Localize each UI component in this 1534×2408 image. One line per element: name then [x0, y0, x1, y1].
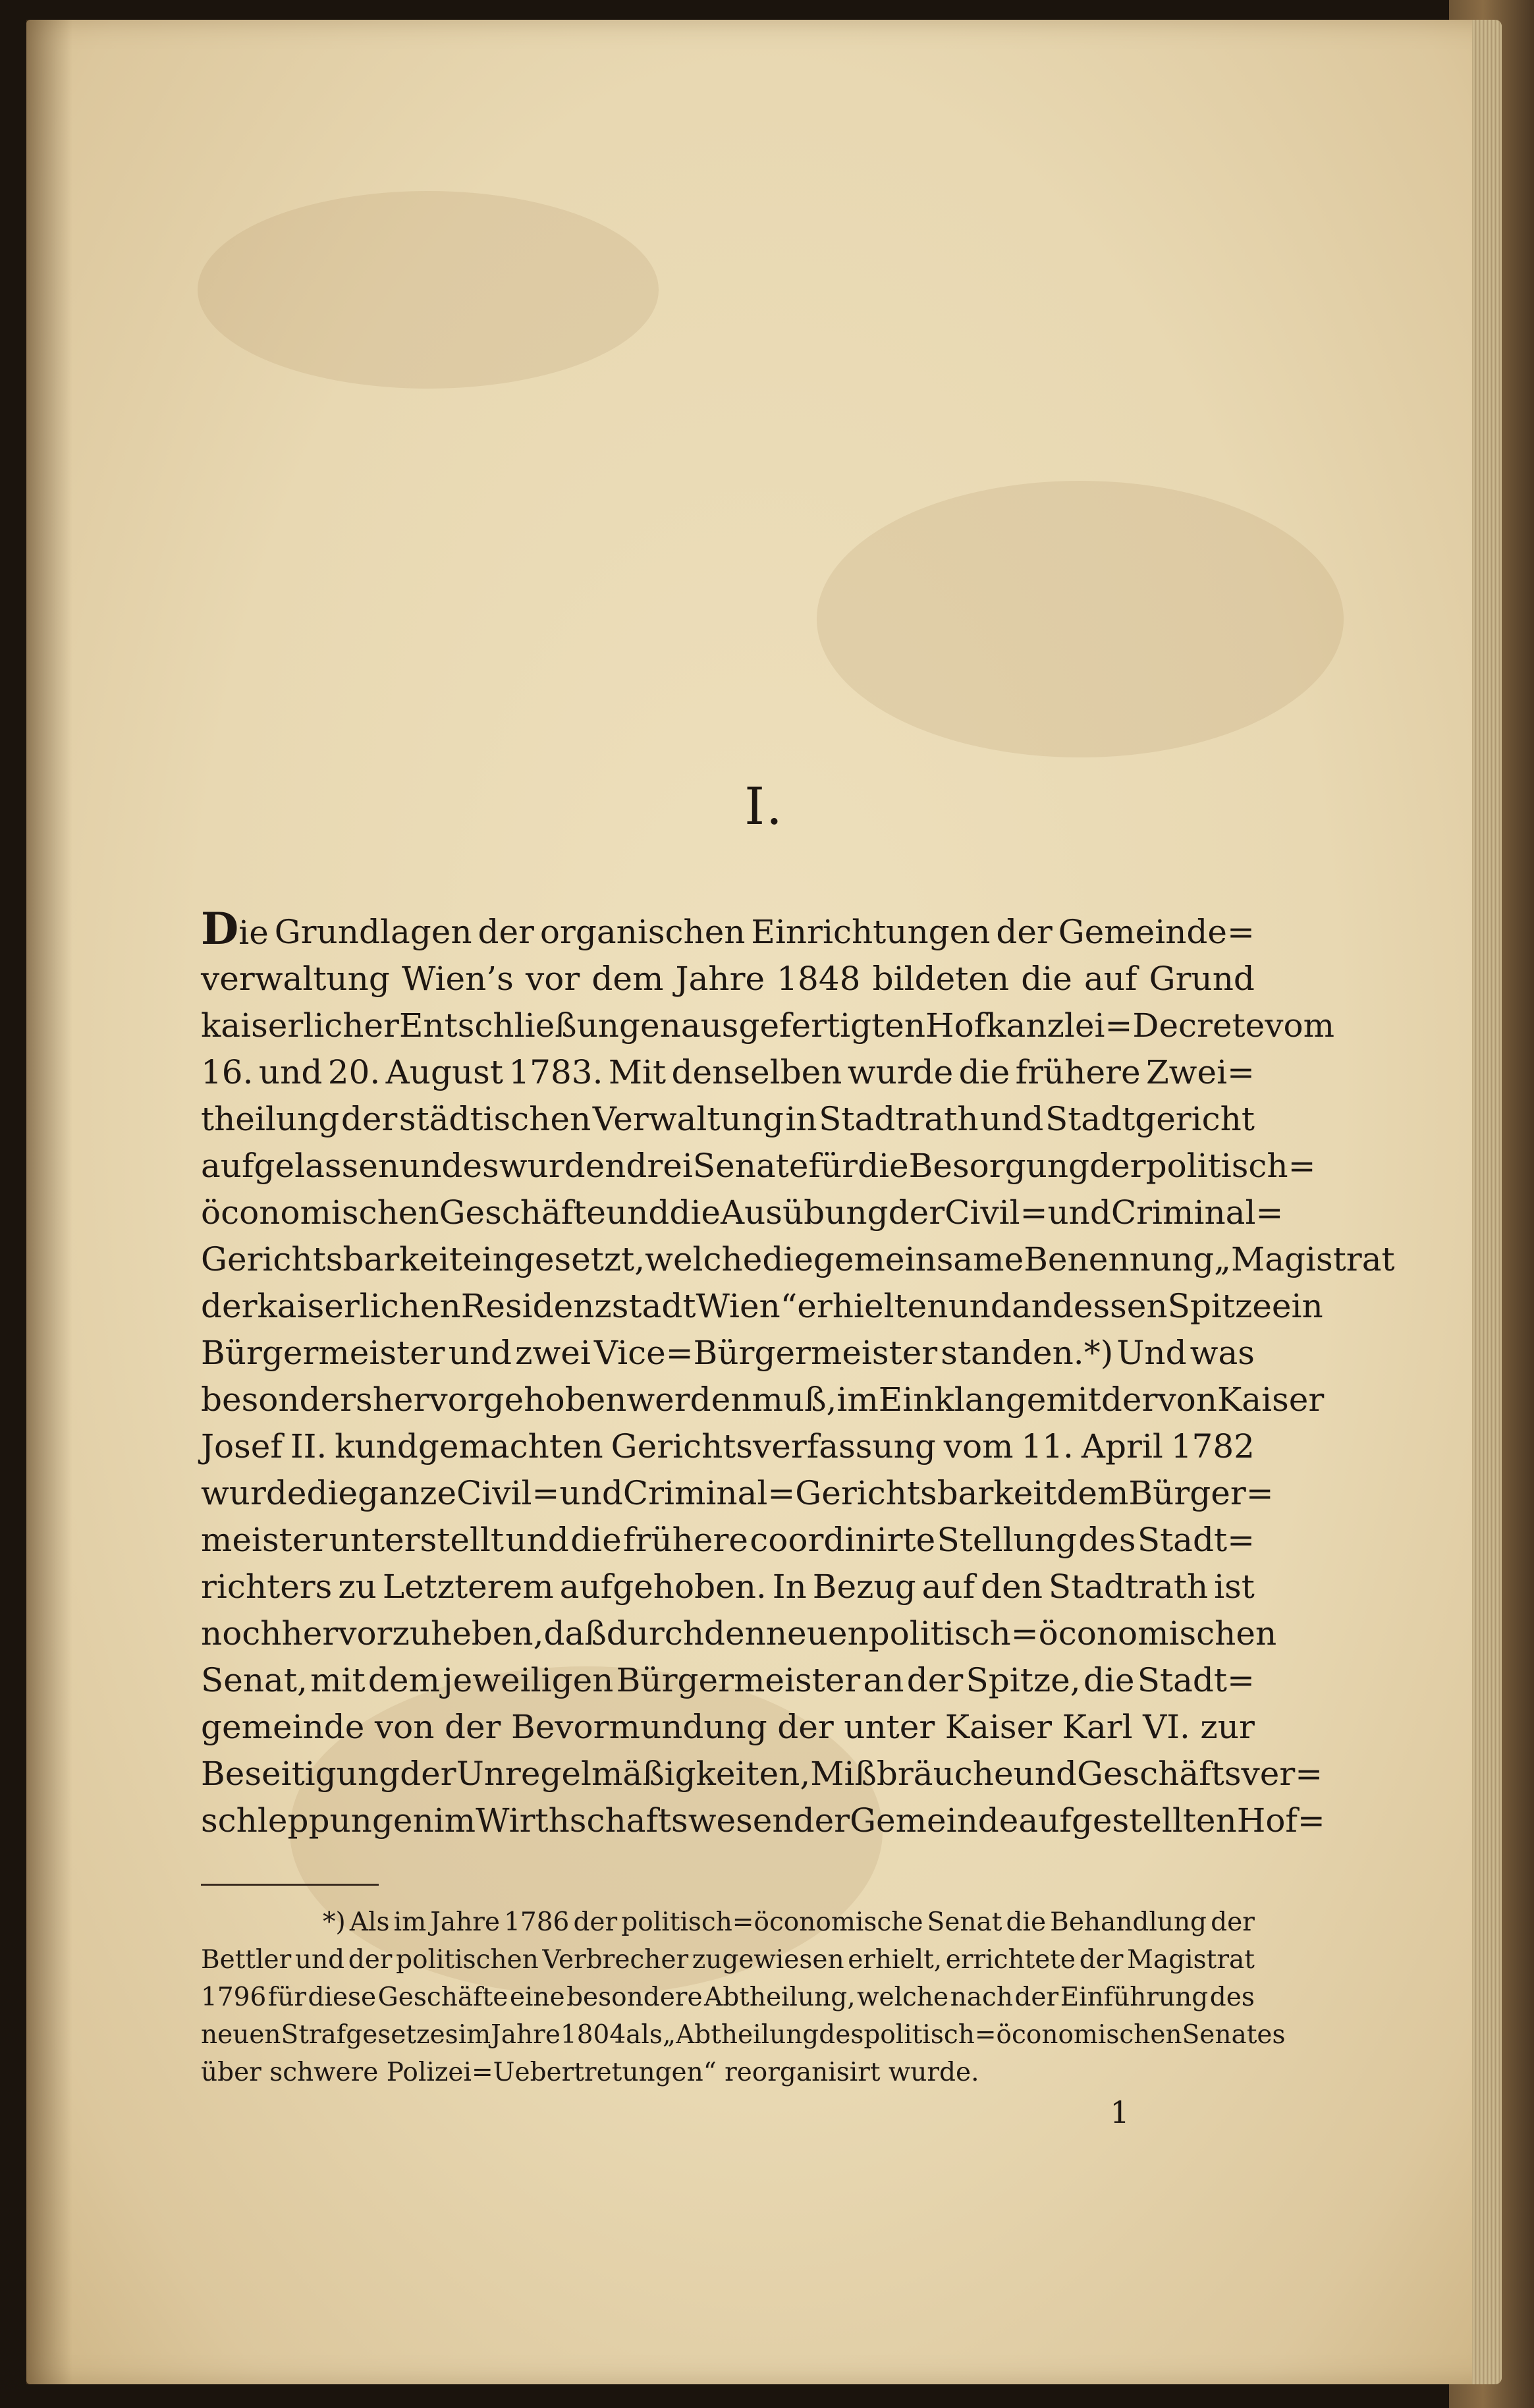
body-line — [201, 1096, 1255, 1143]
word: welche — [857, 1983, 949, 2012]
word: der — [1211, 1907, 1255, 1937]
word: Kaiser — [945, 1708, 1053, 1746]
word: aufgelassen — [201, 1147, 400, 1185]
word: durch — [606, 1614, 705, 1653]
word: Und — [1116, 1334, 1187, 1372]
body-line — [201, 1330, 1255, 1377]
footnote-line — [201, 1903, 1255, 1941]
word: gemeinsame — [813, 1240, 1024, 1278]
word: hervorgehoben — [372, 1381, 627, 1419]
word: II. — [290, 1427, 327, 1465]
word: VI. — [1143, 1708, 1190, 1746]
word: wurden — [499, 1147, 626, 1185]
word: Einführung — [1060, 1983, 1209, 2012]
word: Josef — [201, 1427, 283, 1465]
word: Als — [349, 1907, 390, 1937]
word: Wirthschaftswesen — [476, 1801, 794, 1840]
word: frühere — [1015, 1053, 1141, 1091]
word: eine — [509, 1983, 565, 2012]
word: und — [605, 1193, 670, 1232]
word: der — [996, 913, 1053, 951]
word: Kaiser — [1217, 1381, 1325, 1419]
word: aufgehoben. — [559, 1568, 767, 1606]
word: der — [444, 1708, 501, 1746]
page-number: 1 — [1110, 2094, 1130, 2130]
word: zur — [1200, 1708, 1255, 1746]
word: die — [762, 1240, 813, 1278]
word: die — [1021, 960, 1072, 998]
word: neuen — [201, 2020, 281, 2050]
word: wurde — [847, 1053, 954, 1091]
word: Criminal=Gerichtsbarkeit — [622, 1474, 1057, 1512]
word: 1786 — [504, 1907, 570, 1937]
word: dem — [591, 960, 664, 998]
footnote-line — [201, 1941, 1255, 1979]
word: der — [478, 913, 534, 951]
word: Bürgermeister — [201, 1334, 445, 1372]
word: ganze — [358, 1474, 457, 1512]
word: neuen — [765, 1614, 869, 1653]
word: 11. — [1021, 1427, 1074, 1465]
word: politischen — [396, 1945, 539, 1975]
word: Civil= — [456, 1474, 560, 1512]
word: „Magistrat — [1214, 1240, 1395, 1278]
word: den — [704, 1614, 766, 1653]
body-line — [201, 1049, 1255, 1096]
word: und — [294, 1945, 345, 1975]
word: und — [1047, 1193, 1111, 1232]
word: aufgestellten — [1018, 1801, 1237, 1840]
word: Stadtrath — [819, 1100, 979, 1138]
word: Besorgung — [908, 1147, 1090, 1185]
word: eingesetzt, — [462, 1240, 645, 1278]
word: wurde — [201, 1474, 307, 1512]
word: die — [306, 1474, 358, 1512]
page-block-edge — [1472, 20, 1502, 2384]
word: Die — [201, 903, 269, 954]
word: Stadt= — [1137, 1661, 1255, 1699]
word: im — [836, 1381, 879, 1419]
word: Bettler — [201, 1945, 292, 1975]
word: Geschäftsver= — [1077, 1755, 1323, 1793]
word: des — [1078, 1521, 1136, 1559]
word: Jahre — [491, 2020, 561, 2050]
word: muß, — [752, 1381, 837, 1419]
word: es — [462, 1147, 499, 1185]
word: zu — [338, 1568, 377, 1606]
word: werden — [626, 1381, 752, 1419]
word: besondere — [566, 1983, 703, 2012]
word: im — [393, 1907, 427, 1937]
word: Criminal= — [1110, 1193, 1284, 1232]
word: 20. — [327, 1053, 381, 1091]
word: frühere — [623, 1521, 748, 1559]
body-line — [201, 1517, 1255, 1564]
word: „Abtheilung — [662, 2020, 819, 2050]
word: erhielten — [797, 1287, 948, 1325]
word: städtischen — [398, 1100, 591, 1138]
word: Bürgermeister — [616, 1661, 861, 1699]
word: Geschäfte — [439, 1193, 606, 1232]
word: Einrichtungen — [751, 913, 991, 951]
word: Hofkanzlei=Decrete — [925, 1006, 1265, 1045]
word: schleppungen — [201, 1801, 434, 1840]
word: der — [1079, 1945, 1124, 1975]
word: Senates — [1182, 2020, 1286, 2050]
body-line — [201, 956, 1255, 1002]
word: Gemeinde= — [1058, 913, 1255, 951]
word: 16. — [201, 1053, 254, 1091]
word: der — [573, 1907, 618, 1937]
word: mit — [310, 1661, 366, 1699]
body-line — [201, 1002, 1334, 1049]
word: erhielt, — [848, 1945, 943, 1975]
word: die — [570, 1521, 622, 1559]
word: kaiserlichen — [257, 1287, 461, 1325]
word: Spitze — [1167, 1287, 1272, 1325]
word: und — [505, 1521, 569, 1559]
word: für — [267, 1983, 306, 2012]
word: Hof= — [1236, 1801, 1325, 1840]
word: politisch=öconomischen — [863, 2020, 1182, 2050]
word: Geschäfte — [377, 1983, 508, 2012]
word: an — [863, 1661, 904, 1699]
body-line — [201, 1751, 1323, 1797]
word: noch — [201, 1614, 282, 1653]
chapter-heading: I. — [744, 777, 784, 836]
word: und — [559, 1474, 623, 1512]
word: Mit — [608, 1053, 667, 1091]
body-line — [201, 1190, 1284, 1236]
word: Civil= — [945, 1193, 1048, 1232]
word: kundgemachten — [335, 1427, 603, 1465]
word: auf — [1083, 960, 1137, 998]
word: im — [433, 1801, 476, 1840]
word: Karl — [1062, 1708, 1133, 1746]
word: denselben — [671, 1053, 842, 1091]
word: Beseitigung — [201, 1755, 400, 1793]
word: Stadt= — [1137, 1521, 1255, 1559]
word: besonders — [201, 1381, 373, 1419]
word: Wien’s — [401, 960, 514, 998]
body-text — [201, 903, 1395, 1844]
word: ist — [1214, 1568, 1255, 1606]
word: und — [448, 1334, 512, 1372]
word: 1796 — [201, 1983, 267, 2012]
word: Zwei= — [1145, 1053, 1255, 1091]
word: Stadtrath — [1048, 1568, 1209, 1606]
word: des — [1209, 1983, 1255, 2012]
body-line — [201, 1797, 1325, 1844]
body-line — [201, 1610, 1277, 1657]
word: Verbrecher — [542, 1945, 689, 1975]
word: drei — [626, 1147, 693, 1185]
word: kaiserlicher — [201, 1006, 399, 1045]
word: Bevormundung — [510, 1708, 767, 1746]
word: vom — [1265, 1006, 1334, 1045]
word: und — [979, 1100, 1044, 1138]
word: Magistrat — [1127, 1945, 1255, 1975]
initial-letter: D — [201, 903, 239, 954]
word: die — [669, 1193, 721, 1232]
word: unterstellt — [329, 1521, 504, 1559]
body-line — [201, 1564, 1255, 1610]
word: *) — [323, 1907, 346, 1937]
word: unter — [844, 1708, 935, 1746]
word: Senat, — [201, 1661, 308, 1699]
word: zugewiesen — [692, 1945, 844, 1975]
word: Einklange — [878, 1381, 1047, 1419]
word: des — [819, 2020, 864, 2050]
word: und — [1013, 1755, 1078, 1793]
word: daß — [543, 1614, 607, 1653]
word: Grund — [1149, 960, 1255, 998]
footnote — [201, 1903, 1286, 2091]
word: richters — [201, 1568, 333, 1606]
body-line — [201, 1704, 1255, 1751]
word: der — [777, 1708, 834, 1746]
word: In — [772, 1568, 807, 1606]
word: Gemeinde — [850, 1801, 1019, 1840]
word: für — [808, 1147, 858, 1185]
word: der — [201, 1287, 258, 1325]
word: der — [341, 1100, 398, 1138]
word: jeweiligen — [443, 1661, 614, 1699]
word: vor — [525, 960, 580, 998]
word: mit — [1046, 1381, 1101, 1419]
word: Letzterem — [382, 1568, 554, 1606]
body-line — [201, 1470, 1274, 1517]
word: von — [374, 1708, 435, 1746]
body-line — [201, 1657, 1255, 1704]
word: 1782 — [1170, 1427, 1255, 1465]
word: Verwaltung — [592, 1100, 784, 1138]
word: öconomischen — [201, 1193, 439, 1232]
word: organischen — [539, 913, 746, 951]
word: dessen — [1052, 1287, 1168, 1325]
word: dem — [1056, 1474, 1129, 1512]
word: bildeten — [872, 960, 1010, 998]
word: der — [793, 1801, 850, 1840]
word: Unregelmäßigkeiten, — [456, 1755, 811, 1793]
body-line — [201, 1283, 1323, 1330]
word: Benennung — [1024, 1240, 1215, 1278]
word: die — [958, 1053, 1010, 1091]
word: und — [399, 1147, 463, 1185]
word: nach — [950, 1983, 1013, 2012]
word: coordinirte — [750, 1521, 936, 1559]
word: Strafgesetzes — [281, 2020, 458, 2050]
word: errichtete — [945, 1945, 1076, 1975]
body-line — [201, 1377, 1325, 1423]
word: Wien“ — [696, 1287, 798, 1325]
word: diese — [308, 1983, 377, 2012]
footnote-line — [201, 2016, 1286, 2054]
page-gutter-shadow — [26, 20, 72, 2384]
word: Gerichtsbarkeit — [201, 1240, 463, 1278]
word: April — [1081, 1427, 1163, 1465]
word: der — [400, 1755, 456, 1793]
word: Stadtgericht — [1045, 1100, 1255, 1138]
word: und — [948, 1287, 1012, 1325]
word: die — [1006, 1907, 1047, 1937]
body-line — [201, 1143, 1316, 1190]
word: 1848 — [777, 960, 861, 998]
word: Senat — [927, 1907, 1002, 1937]
word: der — [1101, 1381, 1158, 1419]
word: der — [1014, 1983, 1059, 2012]
word: Behandlung — [1050, 1907, 1207, 1937]
footnote-line — [201, 1979, 1255, 2016]
word: politisch=öconomische — [621, 1907, 923, 1937]
word: theilung — [201, 1100, 340, 1138]
word: an — [1011, 1287, 1053, 1325]
word: hervorzuheben, — [281, 1614, 544, 1653]
word: standen.*) — [941, 1334, 1114, 1372]
word: die — [858, 1147, 909, 1185]
word: Stellung — [937, 1521, 1077, 1559]
word: Vice=Bürgermeister — [593, 1334, 938, 1372]
word: den — [981, 1568, 1043, 1606]
word: Jahre — [430, 1907, 500, 1937]
word: Ausübung — [721, 1193, 889, 1232]
book-page — [26, 20, 1502, 2384]
word: Gerichtsverfassung — [611, 1427, 936, 1465]
word: von — [1157, 1381, 1217, 1419]
word: die — [1083, 1661, 1135, 1699]
word: Bürger= — [1128, 1474, 1274, 1512]
word: verwaltung — [201, 960, 390, 998]
body-line — [201, 903, 1255, 956]
paper-stain — [198, 191, 659, 389]
word: vom — [943, 1427, 1014, 1465]
word: der — [348, 1945, 393, 1975]
word: ein — [1271, 1287, 1323, 1325]
word: Residenzstadt — [460, 1287, 696, 1325]
word: Spitze, — [966, 1661, 1081, 1699]
word: gemeinde — [201, 1708, 365, 1746]
word: Jahre — [675, 960, 765, 998]
word: auf — [921, 1568, 975, 1606]
body-line — [201, 1423, 1255, 1470]
word: politisch= — [1145, 1147, 1316, 1185]
word: der — [1089, 1147, 1146, 1185]
body-line — [201, 1236, 1395, 1283]
word: Mißbräuche — [810, 1755, 1014, 1793]
word: Abtheilung, — [704, 1983, 856, 2012]
word: zwei — [515, 1334, 591, 1372]
word: welche — [645, 1240, 763, 1278]
word: meister — [201, 1521, 328, 1559]
footnote-separator — [201, 1884, 379, 1886]
word: und — [258, 1053, 323, 1091]
word: ausgefertigten — [680, 1006, 926, 1045]
word: 1783. — [508, 1053, 603, 1091]
word: als — [626, 2020, 663, 2050]
word: Senate — [692, 1147, 809, 1185]
word: der — [888, 1193, 945, 1232]
word: 1804 — [560, 2020, 626, 2050]
word: politisch=öconomischen — [868, 1614, 1277, 1653]
word: im — [458, 2020, 491, 2050]
word: dem — [368, 1661, 440, 1699]
word: August — [385, 1053, 503, 1091]
word: Grundlagen — [274, 913, 472, 951]
footnote-line: über schwere Polizei=Uebertretungen“ reorganisirt wurde. — [201, 2058, 979, 2087]
word: Entschließungen — [398, 1006, 681, 1045]
word: Bezug — [812, 1568, 916, 1606]
word: in — [785, 1100, 817, 1138]
word: der — [906, 1661, 964, 1699]
word: was — [1190, 1334, 1255, 1372]
paper-stain — [817, 481, 1344, 757]
